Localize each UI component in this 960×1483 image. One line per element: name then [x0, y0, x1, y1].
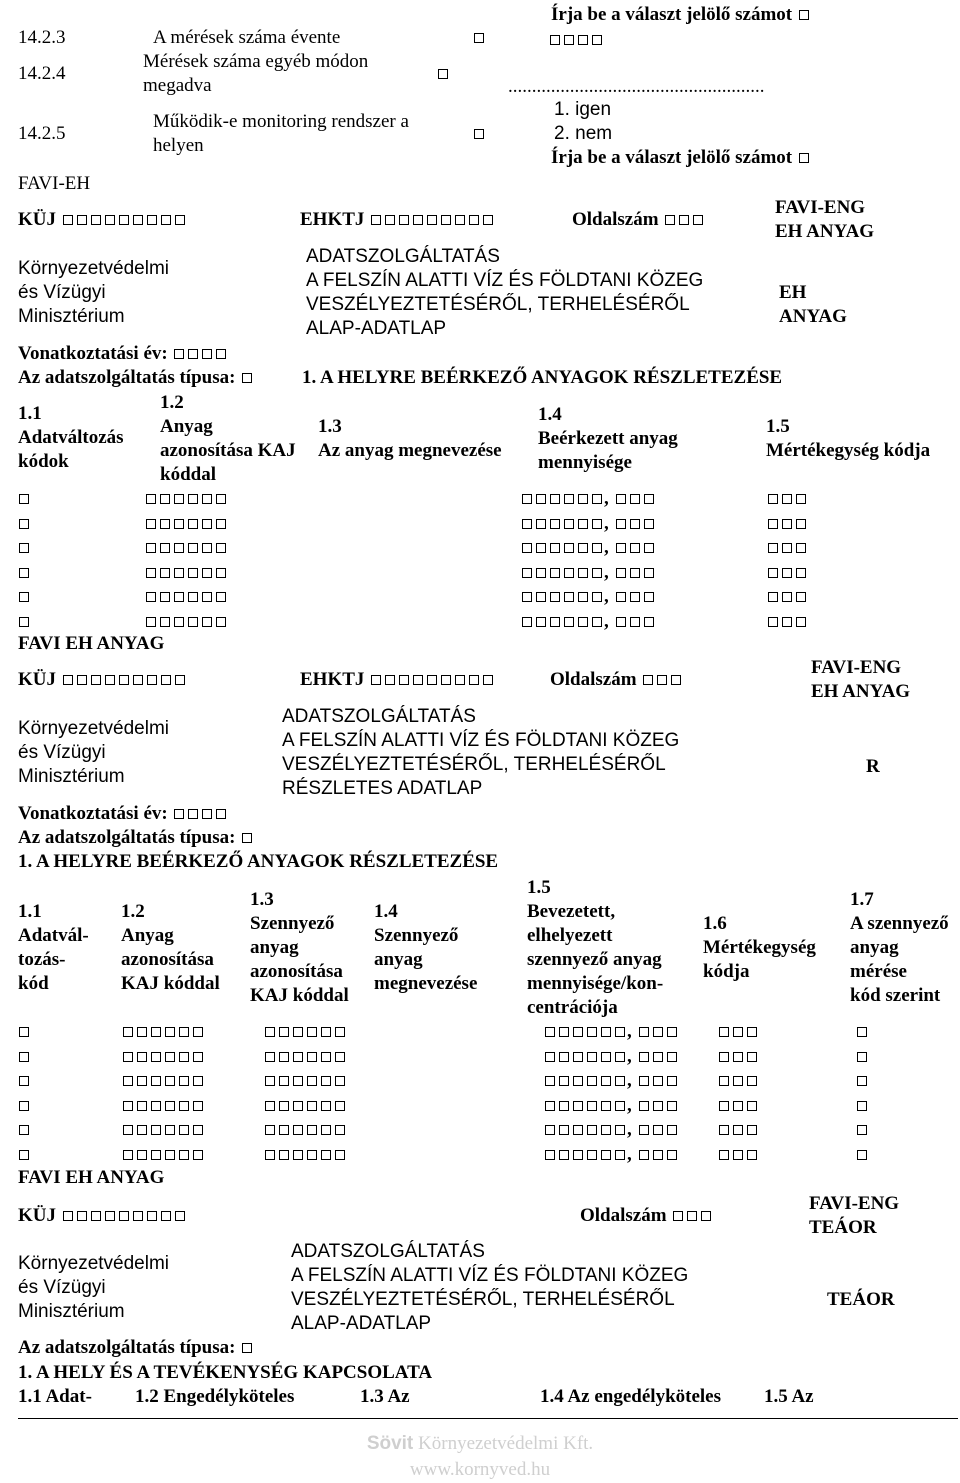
- col2-header-1-2-text1: Anyag: [121, 925, 174, 946]
- kaj-code-boxes[interactable]: [121, 1045, 205, 1069]
- kaj-code-boxes[interactable]: [121, 1143, 205, 1167]
- answer-prompt-bottom: Írja be a választ jelölő számot: [551, 146, 811, 170]
- unit-code-boxes[interactable]: [766, 487, 808, 511]
- form2-code-corner-1: FAVI-ENG: [811, 657, 902, 678]
- decimal-comma: ,: [627, 1119, 632, 1140]
- item-number-14-2-5: 14.2.5: [18, 123, 66, 144]
- unit-code-boxes[interactable]: [766, 561, 808, 585]
- quantity-boxes[interactable]: [543, 1143, 679, 1167]
- col2-header-1-1-text3: kód: [18, 973, 49, 994]
- service-type-field-2[interactable]: Az adatszolgáltatás típusa:: [18, 826, 254, 850]
- change-code-box[interactable]: [17, 1045, 31, 1069]
- col2-header-1-5-text1: Bevezetett,: [527, 901, 616, 922]
- form3-title-4: ALAP-ADATLAP: [291, 1313, 432, 1334]
- item-label-monitoring-2: helyen: [153, 135, 204, 156]
- kaj-code-boxes[interactable]: [121, 1020, 205, 1044]
- change-code-box[interactable]: [17, 1020, 31, 1044]
- form3-col-1-1: 1.1 Adat-: [18, 1386, 92, 1407]
- col2-header-1-6-text2: kódja: [703, 961, 750, 982]
- change-code-box[interactable]: [17, 1118, 31, 1142]
- col2-header-1-6-text1: Mértékegység: [703, 937, 816, 958]
- kaj-code-boxes[interactable]: [121, 1069, 205, 1093]
- form2-title-4: RÉSZLETES ADATLAP: [282, 778, 483, 799]
- page-number-field[interactable]: Oldalszám: [572, 208, 705, 232]
- col-header-1-2: 1.2: [160, 392, 184, 413]
- kuj-field-2[interactable]: KÜJ: [18, 668, 187, 692]
- form-title-4: ALAP-ADATLAP: [306, 318, 447, 339]
- option-yes: 1. igen: [554, 99, 612, 120]
- col2-header-1-3-text2: anyag: [250, 937, 299, 958]
- col-header-1-5-text: Mértékegység kódja: [766, 440, 931, 461]
- form2-code-corner-2: EH ANYAG: [811, 681, 911, 702]
- decimal-comma: ,: [627, 1021, 632, 1042]
- col-header-1-5: 1.5: [766, 416, 790, 437]
- kaj-code-boxes[interactable]: [144, 610, 228, 634]
- pollutant-kaj-boxes[interactable]: [263, 1020, 347, 1044]
- kaj-code-boxes[interactable]: [144, 536, 228, 560]
- unit-code-boxes[interactable]: [717, 1143, 759, 1167]
- unit-code-boxes[interactable]: [717, 1020, 759, 1044]
- change-code-box[interactable]: [17, 610, 31, 634]
- col-header-1-1-text2: kódok: [18, 451, 69, 472]
- section-label-favi-eh-anyag-1: FAVI EH ANYAG: [18, 633, 165, 654]
- unit-code-boxes[interactable]: [766, 585, 808, 609]
- footer-divider: [18, 1418, 958, 1419]
- quantity-boxes[interactable]: [543, 1020, 679, 1044]
- item-label-measurements-per-year: A mérések száma évente: [153, 27, 341, 48]
- unit-code-boxes[interactable]: [717, 1118, 759, 1142]
- footer-url[interactable]: www.kornyved.hu: [409, 1459, 551, 1480]
- quantity-boxes[interactable]: [520, 536, 656, 560]
- decimal-comma: ,: [604, 586, 609, 607]
- item-number-14-2-4: 14.2.4: [18, 63, 66, 84]
- form3-col-1-4: 1.4 Az engedélyköteles: [540, 1386, 722, 1407]
- form3-code-corner-1: FAVI-ENG: [809, 1193, 900, 1214]
- decimal-comma: ,: [627, 1070, 632, 1091]
- form3-col-1-2: 1.2 Engedélyköteles: [135, 1386, 295, 1407]
- unit-code-boxes[interactable]: [766, 512, 808, 536]
- col2-header-1-6: 1.6: [703, 913, 727, 934]
- form-side-label-2: ANYAG: [779, 306, 847, 327]
- col-header-1-2-text2: azonosítása KAJ: [160, 440, 296, 461]
- ministry3-line-2: és Vízügyi: [18, 1277, 106, 1298]
- ministry3-line-3: Minisztérium: [18, 1301, 125, 1322]
- quantity-boxes[interactable]: [520, 610, 656, 634]
- favi-eh-label: FAVI-EH: [18, 173, 91, 194]
- footer-company: Sövit Környezetvédelmi Kft.: [366, 1433, 594, 1454]
- service-type-field-3[interactable]: Az adatszolgáltatás típusa:: [18, 1336, 254, 1360]
- reference-year-field[interactable]: Vonatkoztatási év:: [18, 342, 228, 366]
- measurement-code-box[interactable]: [855, 1020, 869, 1044]
- unit-code-boxes[interactable]: [717, 1069, 759, 1093]
- decimal-comma: ,: [627, 1046, 632, 1067]
- kaj-code-boxes[interactable]: [144, 561, 228, 585]
- col2-header-1-5-text2: elhelyezett: [527, 925, 613, 946]
- page-number-field-2[interactable]: Oldalszám: [550, 668, 683, 692]
- dotted-answer-line[interactable]: ......................................................: [508, 76, 765, 97]
- col2-header-1-4-text1: Szennyező: [374, 925, 459, 946]
- kuj-field-3[interactable]: KÜJ: [18, 1204, 187, 1228]
- decimal-comma: ,: [627, 1095, 632, 1116]
- pollutant-kaj-boxes[interactable]: [263, 1045, 347, 1069]
- col2-header-1-1-text2: tozás-: [18, 949, 66, 970]
- col2-header-1-5-text4: mennyisége/kon-: [527, 973, 664, 994]
- checkbox-14-2-5[interactable]: [472, 122, 486, 146]
- page-number-field-3[interactable]: Oldalszám: [580, 1204, 713, 1228]
- quantity-boxes[interactable]: [520, 585, 656, 609]
- ehktj-field-2[interactable]: EHKTJ: [300, 668, 495, 692]
- answer-code-boxes[interactable]: [548, 28, 604, 52]
- form-code-corner-2: EH ANYAG: [775, 221, 875, 242]
- col-header-1-4: 1.4: [538, 404, 562, 425]
- col-header-1-4-text2: mennyisége: [538, 452, 632, 473]
- service-type-field[interactable]: Az adatszolgáltatás típusa:: [18, 366, 254, 390]
- quantity-boxes[interactable]: [543, 1094, 679, 1118]
- ministry-line-1: Környezetvédelmi: [18, 258, 170, 279]
- col-header-1-2-text: Anyag: [160, 416, 213, 437]
- col-header-1-4-text: Beérkezett anyag: [538, 428, 678, 449]
- ministry2-line-2: és Vízügyi: [18, 742, 106, 763]
- col2-header-1-7-text1: A szennyező: [850, 913, 949, 934]
- kaj-code-boxes[interactable]: [144, 585, 228, 609]
- unit-code-boxes[interactable]: [717, 1094, 759, 1118]
- item-number-14-2-3: 14.2.3: [18, 27, 66, 48]
- col-header-1-2-text3: kóddal: [160, 464, 216, 485]
- section-heading-2: 1. A HELYRE BEÉRKEZŐ ANYAGOK RÉSZLETEZÉSE: [18, 851, 499, 872]
- measurement-code-box[interactable]: [855, 1045, 869, 1069]
- form2-title-2: A FELSZÍN ALATTI VÍZ ÉS FÖLDTANI KÖZEG: [282, 730, 680, 751]
- change-code-box[interactable]: [17, 536, 31, 560]
- form-code-corner-1: FAVI-ENG: [775, 197, 866, 218]
- change-code-box[interactable]: [17, 1094, 31, 1118]
- form3-col-1-3: 1.3 Az: [360, 1386, 410, 1407]
- change-code-box[interactable]: [17, 487, 31, 511]
- form2-side-label: R: [866, 756, 880, 777]
- measurement-code-box[interactable]: [855, 1094, 869, 1118]
- col2-header-1-3-text4: KAJ kóddal: [250, 985, 349, 1006]
- col2-header-1-7-text2: anyag: [850, 937, 899, 958]
- change-code-box[interactable]: [17, 512, 31, 536]
- decimal-comma: ,: [604, 488, 609, 509]
- col2-header-1-5-text5: centrációja: [527, 997, 618, 1018]
- col2-header-1-1: 1.1: [18, 901, 42, 922]
- checkbox-14-2-3[interactable]: [472, 26, 486, 50]
- ehktj-field[interactable]: EHKTJ: [300, 208, 495, 232]
- col2-header-1-5: 1.5: [527, 877, 551, 898]
- decimal-comma: ,: [604, 562, 609, 583]
- col-header-1-3: 1.3: [318, 416, 342, 437]
- quantity-boxes[interactable]: [543, 1069, 679, 1093]
- col2-header-1-2-text3: KAJ kóddal: [121, 973, 220, 994]
- col2-header-1-7-text4: kód szerint: [850, 985, 941, 1006]
- measurement-code-box[interactable]: [855, 1069, 869, 1093]
- kaj-code-boxes[interactable]: [144, 487, 228, 511]
- measurement-code-box[interactable]: [855, 1118, 869, 1142]
- checkbox-14-2-4[interactable]: [436, 62, 450, 86]
- col2-header-1-3: 1.3: [250, 889, 274, 910]
- section-heading-3: 1. A HELY ÉS A TEVÉKENYSÉG KAPCSOLATA: [18, 1362, 433, 1383]
- form2-title-3: VESZÉLYEZTETÉSÉRŐL, TERHELÉSÉRŐL: [282, 754, 666, 775]
- unit-code-boxes[interactable]: [766, 536, 808, 560]
- col2-header-1-4-text3: megnevezése: [374, 973, 478, 994]
- col2-header-1-3-text1: Szennyező: [250, 913, 335, 934]
- quantity-boxes[interactable]: [520, 487, 656, 511]
- col2-header-1-7-text3: mérése: [850, 961, 907, 982]
- quantity-boxes[interactable]: [520, 561, 656, 585]
- decimal-comma: ,: [627, 1144, 632, 1165]
- section-label-favi-eh-anyag-2: FAVI EH ANYAG: [18, 1167, 165, 1188]
- col-header-1-1-text: Adatváltozás: [18, 427, 124, 448]
- quantity-boxes[interactable]: [543, 1118, 679, 1142]
- form3-side-label: TEÁOR: [827, 1289, 895, 1310]
- item-label-monitoring: Működik-e monitoring rendszer a: [153, 111, 409, 132]
- quantity-boxes[interactable]: [520, 512, 656, 536]
- ministry3-line-1: Környezetvédelmi: [18, 1253, 170, 1274]
- form2-title-1: ADATSZOLGÁLTATÁS: [282, 706, 476, 727]
- pollutant-kaj-boxes[interactable]: [263, 1094, 347, 1118]
- item-label-other-measurements: Mérések száma egyéb módon: [143, 51, 369, 72]
- kaj-code-boxes[interactable]: [121, 1094, 205, 1118]
- option-no: 2. nem: [554, 123, 613, 144]
- kuj-field[interactable]: KÜJ: [18, 208, 187, 232]
- col2-header-1-1-text1: Adatvál-: [18, 925, 89, 946]
- section-heading-1: 1. A HELYRE BEÉRKEZŐ ANYAGOK RÉSZLETEZÉSE: [302, 367, 783, 388]
- form3-code-corner-2: TEÁOR: [809, 1217, 877, 1238]
- ministry-line-2: és Vízügyi: [18, 282, 106, 303]
- form-title-2: A FELSZÍN ALATTI VÍZ ÉS FÖLDTANI KÖZEG: [306, 270, 704, 291]
- pollutant-kaj-boxes[interactable]: [263, 1118, 347, 1142]
- change-code-box[interactable]: [17, 585, 31, 609]
- form3-col-1-5: 1.5 Az: [764, 1386, 814, 1407]
- kaj-code-boxes[interactable]: [144, 512, 228, 536]
- col2-header-1-4: 1.4: [374, 901, 398, 922]
- form3-title-2: A FELSZÍN ALATTI VÍZ ÉS FÖLDTANI KÖZEG: [291, 1265, 689, 1286]
- decimal-comma: ,: [604, 513, 609, 534]
- answer-prompt-top: Írja be a választ jelölő számot: [551, 3, 811, 27]
- pollutant-kaj-boxes[interactable]: [263, 1143, 347, 1167]
- ministry2-line-3: Minisztérium: [18, 766, 125, 787]
- pollutant-kaj-boxes[interactable]: [263, 1069, 347, 1093]
- col2-header-1-7: 1.7: [850, 889, 874, 910]
- form-side-label-1: EH: [779, 282, 807, 303]
- ministry2-line-1: Környezetvédelmi: [18, 718, 170, 739]
- form-title-3: VESZÉLYEZTETÉSÉRŐL, TERHELÉSÉRŐL: [306, 294, 690, 315]
- col2-header-1-2: 1.2: [121, 901, 145, 922]
- decimal-comma: ,: [604, 537, 609, 558]
- form3-title-1: ADATSZOLGÁLTATÁS: [291, 1241, 485, 1262]
- col2-header-1-3-text3: azonosítása: [250, 961, 343, 982]
- form3-title-3: VESZÉLYEZTETÉSÉRŐL, TERHELÉSÉRŐL: [291, 1289, 675, 1310]
- ministry-line-3: Minisztérium: [18, 306, 125, 327]
- unit-code-boxes[interactable]: [766, 610, 808, 634]
- change-code-box[interactable]: [17, 1069, 31, 1093]
- col2-header-1-5-text3: szennyező anyag: [527, 949, 662, 970]
- unit-code-boxes[interactable]: [717, 1045, 759, 1069]
- col2-header-1-4-text2: anyag: [374, 949, 423, 970]
- item-label-other-measurements-2: megadva: [143, 75, 212, 96]
- measurement-code-box[interactable]: [855, 1143, 869, 1167]
- quantity-boxes[interactable]: [543, 1045, 679, 1069]
- col-header-1-3-text: Az anyag megnevezése: [318, 440, 502, 461]
- col-header-1-1: 1.1: [18, 403, 42, 424]
- kaj-code-boxes[interactable]: [121, 1118, 205, 1142]
- col2-header-1-2-text2: azonosítása: [121, 949, 214, 970]
- change-code-box[interactable]: [17, 561, 31, 585]
- change-code-box[interactable]: [17, 1143, 31, 1167]
- form-title-1: ADATSZOLGÁLTATÁS: [306, 246, 500, 267]
- decimal-comma: ,: [604, 611, 609, 632]
- reference-year-field-2[interactable]: Vonatkoztatási év:: [18, 802, 228, 826]
